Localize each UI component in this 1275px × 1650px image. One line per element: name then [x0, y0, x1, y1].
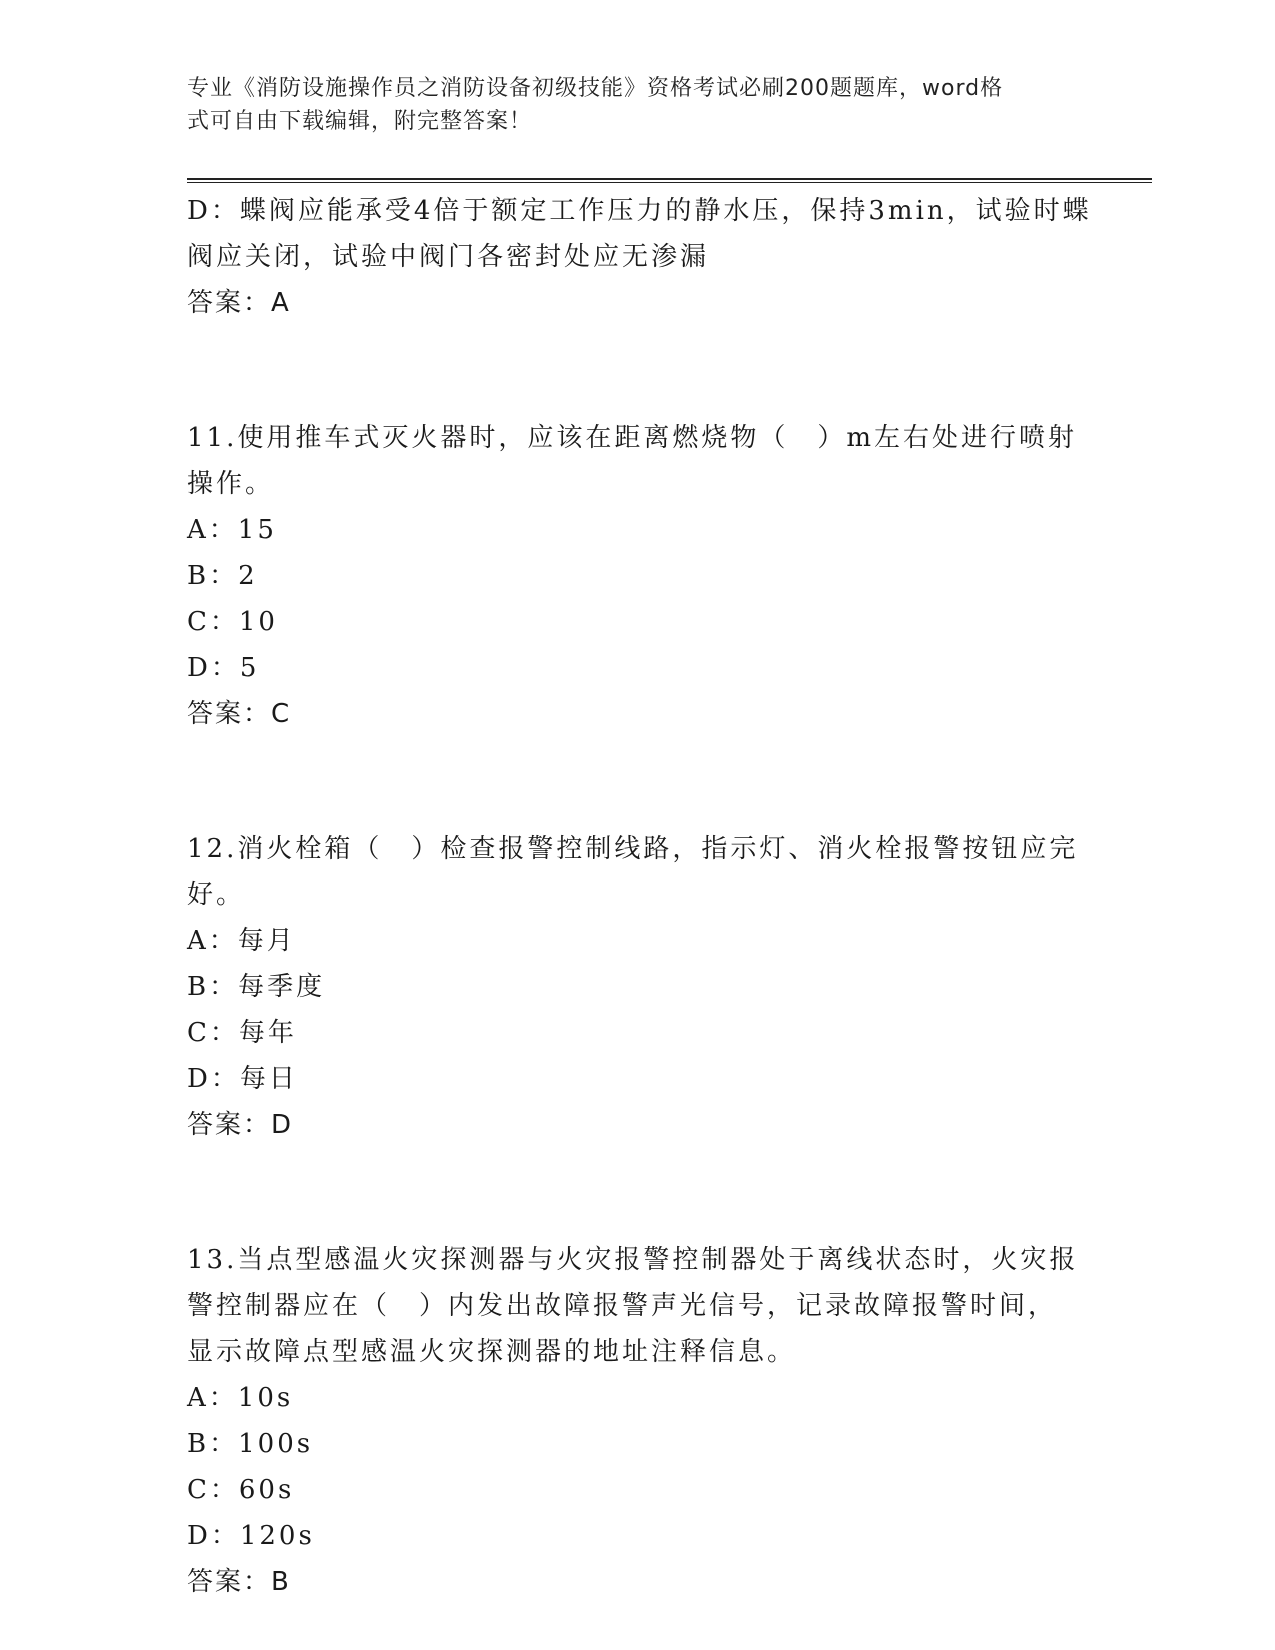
option-b: B：每季度 [187, 972, 326, 1002]
question-stem: 13.当点型感温火灾探测器与火灾报警控制器处于离线状态时，火灾报 [187, 1245, 1079, 1275]
option-d: D：120s [187, 1521, 315, 1551]
option-d-continued: 阀应关闭，试验中阀门各密封处应无渗漏 [187, 242, 710, 272]
question-12 [187, 826, 1087, 1148]
header-line-1: 专业《消防设施操作员之消防设备初级技能》资格考试必刷200题题库，word格 [187, 76, 1004, 101]
question-stem: 操作。 [187, 469, 275, 499]
option-d: D：蝶阀应能承受4倍于额定工作压力的静水压，保持3min，试验时蝶 [187, 196, 1092, 226]
document-header [187, 72, 1067, 138]
answer-line: 答案：B [187, 1567, 291, 1597]
option-d: D：每日 [187, 1064, 298, 1094]
question-stem: 警控制器应在（ ）内发出故障报警声光信号，记录故障报警时间， [187, 1291, 1058, 1321]
question-stem: 11.使用推车式灭火器时，应该在距离燃烧物（ ）m左右处进行喷射 [187, 423, 1078, 453]
question-13 [187, 1237, 1087, 1605]
question-list [187, 188, 1092, 1605]
header-divider [187, 178, 1152, 180]
header-divider-thin [187, 182, 1152, 183]
question-stem: 好。 [187, 880, 246, 910]
option-a: A：15 [187, 515, 277, 545]
option-c: C：60s [187, 1475, 295, 1505]
answer-line: 答案：A [187, 288, 291, 318]
answer-line: 答案：D [187, 1110, 294, 1140]
answer-line: 答案：C [187, 699, 292, 729]
question-stem: 12.消火栓箱（ ）检查报警控制线路，指示灯、消火栓报警按钮应完 [187, 834, 1079, 864]
option-d: D：5 [187, 653, 260, 683]
question-11 [187, 415, 1087, 737]
question-stem: 显示故障点型感温火灾探测器的地址注释信息。 [187, 1337, 797, 1367]
option-b: B：100s [187, 1429, 314, 1459]
header-line-2: 式可自由下载编辑，附完整答案！ [187, 109, 533, 134]
option-c: C：10 [187, 607, 278, 637]
option-a: A：每月 [187, 926, 296, 956]
previous-question-tail [187, 188, 1092, 326]
option-c: C：每年 [187, 1018, 297, 1048]
option-a: A：10s [187, 1383, 294, 1413]
option-b: B：2 [187, 561, 258, 591]
